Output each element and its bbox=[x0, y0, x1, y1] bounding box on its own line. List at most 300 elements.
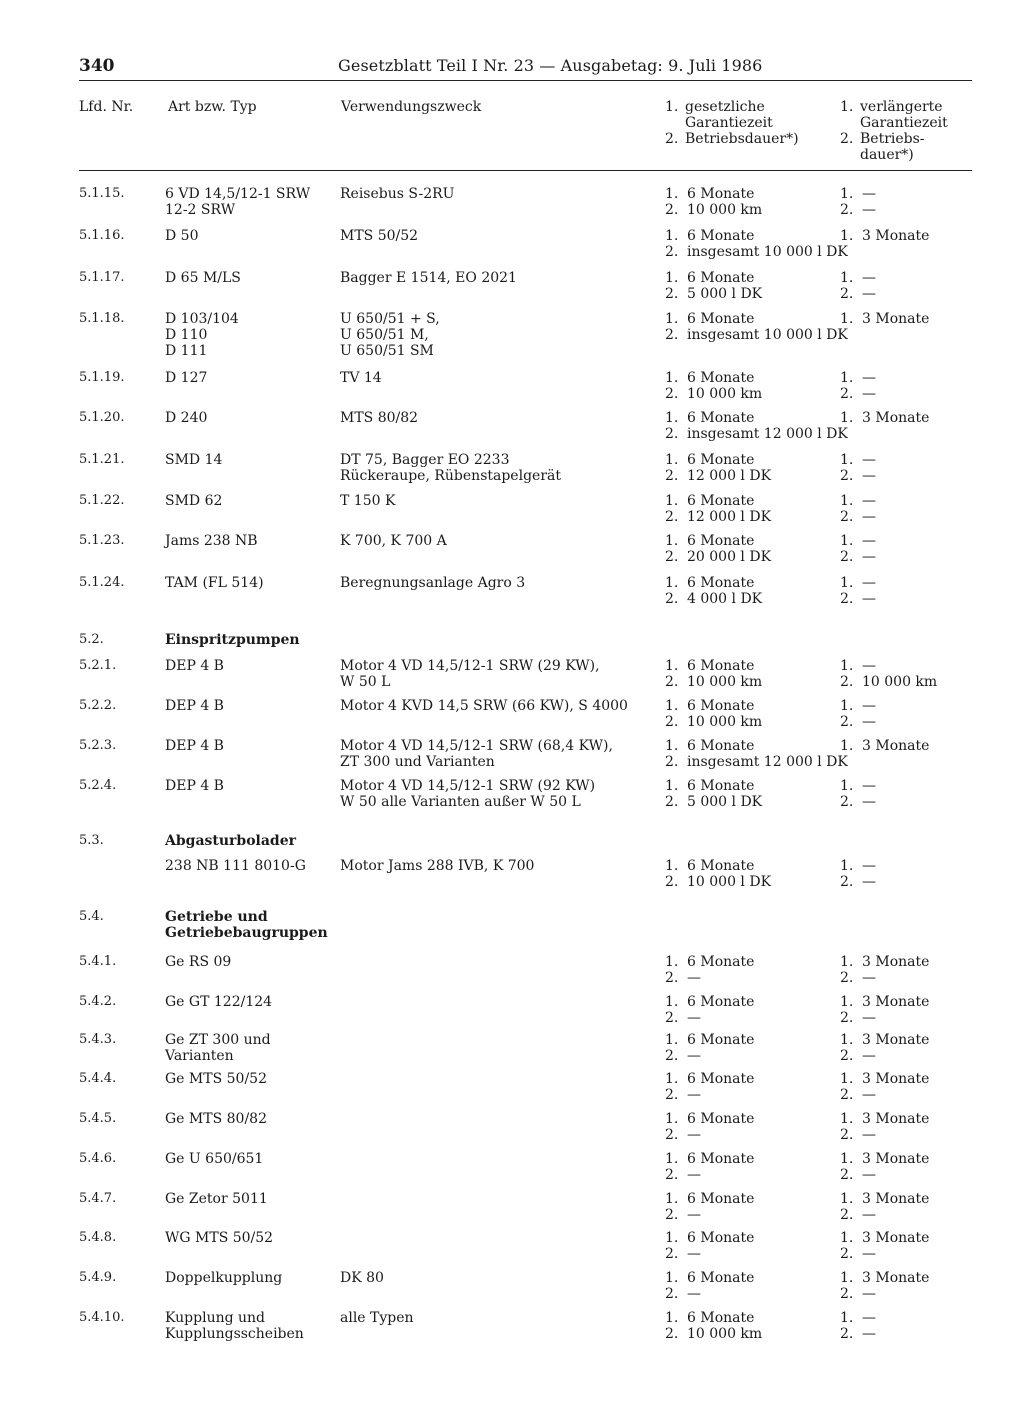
row-number: 5.2.1. bbox=[79, 658, 117, 673]
purpose-line: MTS 80/82 bbox=[340, 410, 419, 426]
statutory-warranty-cell bbox=[665, 533, 771, 565]
item-number: 1. bbox=[840, 1270, 854, 1286]
item-number: 2. bbox=[665, 754, 679, 770]
type-cell bbox=[165, 493, 222, 509]
item-number: 2. bbox=[665, 1207, 679, 1223]
type-cell bbox=[165, 270, 241, 286]
item-number: 2. bbox=[840, 549, 854, 565]
warranty-value: 3 Monate bbox=[862, 994, 930, 1010]
warranty-line bbox=[840, 270, 876, 286]
warranty-value: 6 Monate bbox=[687, 1071, 755, 1087]
warranty-line bbox=[840, 794, 876, 810]
warranty-line bbox=[840, 1111, 929, 1127]
item-number: 1. bbox=[665, 1270, 679, 1286]
statutory-warranty-cell bbox=[665, 410, 848, 442]
statutory-warranty-cell bbox=[665, 228, 848, 260]
warranty-value: 6 Monate bbox=[687, 228, 755, 244]
warranty-line bbox=[840, 468, 876, 484]
type-line: Ge RS 09 bbox=[165, 954, 232, 970]
type-cell bbox=[165, 858, 306, 874]
item-number: 1. bbox=[840, 575, 854, 591]
warranty-value: — bbox=[862, 1207, 876, 1223]
warranty-value: 6 Monate bbox=[687, 186, 755, 202]
warranty-line bbox=[665, 186, 762, 202]
warranty-line bbox=[665, 658, 762, 674]
warranty-line bbox=[665, 754, 848, 770]
column-header-text: Garantiezeit bbox=[685, 115, 773, 131]
type-cell bbox=[165, 533, 258, 549]
statutory-warranty-cell bbox=[665, 1310, 762, 1342]
warranty-value: 5 000 l DK bbox=[687, 794, 763, 810]
item-number: 2. bbox=[665, 426, 679, 442]
extended-warranty-cell bbox=[840, 270, 876, 302]
warranty-line bbox=[840, 410, 929, 426]
warranty-value: — bbox=[687, 1286, 701, 1302]
warranty-line bbox=[665, 1246, 754, 1262]
warranty-value: 5 000 l DK bbox=[687, 286, 763, 302]
warranty-value: 4 000 l DK bbox=[687, 591, 763, 607]
warranty-line bbox=[840, 591, 876, 607]
warranty-value: — bbox=[862, 874, 876, 890]
warranty-value: 6 Monate bbox=[687, 575, 755, 591]
item-number: 1. bbox=[840, 1111, 854, 1127]
column-header-number: 2. bbox=[665, 131, 679, 147]
warranty-value: — bbox=[862, 1326, 876, 1342]
item-number: 2. bbox=[840, 794, 854, 810]
statutory-warranty-cell bbox=[665, 270, 762, 302]
item-number: 1. bbox=[840, 1191, 854, 1207]
warranty-value: 6 Monate bbox=[687, 994, 755, 1010]
warranty-value: 3 Monate bbox=[862, 311, 930, 327]
warranty-value: 10 000 l DK bbox=[687, 874, 772, 890]
warranty-line bbox=[665, 311, 848, 327]
warranty-value: 6 Monate bbox=[687, 954, 755, 970]
item-number: 2. bbox=[665, 714, 679, 730]
row-number: 5.2. bbox=[79, 632, 104, 647]
warranty-value: 3 Monate bbox=[862, 228, 930, 244]
type-cell bbox=[165, 954, 231, 970]
warranty-line bbox=[840, 858, 876, 874]
item-number: 2. bbox=[665, 549, 679, 565]
warranty-value: — bbox=[862, 202, 876, 218]
extended-warranty-cell bbox=[840, 1071, 929, 1103]
warranty-line bbox=[665, 778, 762, 794]
item-number: 2. bbox=[665, 286, 679, 302]
type-line: Ge Zetor 5011 bbox=[165, 1191, 268, 1207]
type-line: DEP 4 B bbox=[165, 738, 224, 754]
item-number: 1. bbox=[665, 1191, 679, 1207]
warranty-line bbox=[665, 794, 762, 810]
warranty-line bbox=[840, 452, 876, 468]
purpose-line: U 650/51 + S, bbox=[340, 311, 440, 327]
table-header-rule bbox=[79, 170, 972, 171]
type-cell bbox=[165, 452, 222, 468]
type-line: Kupplungsscheiben bbox=[165, 1326, 304, 1342]
item-number: 2. bbox=[665, 591, 679, 607]
warranty-value: 3 Monate bbox=[862, 1191, 930, 1207]
item-number: 2. bbox=[840, 468, 854, 484]
item-number: 1. bbox=[840, 311, 854, 327]
warranty-line bbox=[840, 286, 876, 302]
type-line: D 103/104 bbox=[165, 311, 239, 327]
warranty-value: — bbox=[687, 1048, 701, 1064]
statutory-warranty-cell bbox=[665, 994, 754, 1026]
warranty-line bbox=[840, 1230, 929, 1246]
warranty-line bbox=[840, 386, 876, 402]
warranty-value: — bbox=[862, 1127, 876, 1143]
type-line: D 240 bbox=[165, 410, 208, 426]
purpose-line: MTS 50/52 bbox=[340, 228, 419, 244]
statutory-warranty-cell bbox=[665, 698, 762, 730]
warranty-line bbox=[840, 549, 876, 565]
warranty-line bbox=[840, 994, 929, 1010]
row-number: 5.1.19. bbox=[79, 370, 125, 385]
item-number: 2. bbox=[840, 1286, 854, 1302]
item-number: 2. bbox=[665, 386, 679, 402]
warranty-line bbox=[665, 1071, 754, 1087]
item-number: 2. bbox=[840, 1010, 854, 1026]
warranty-line bbox=[665, 954, 754, 970]
item-number: 1. bbox=[665, 186, 679, 202]
warranty-line bbox=[840, 658, 937, 674]
warranty-line bbox=[840, 1010, 929, 1026]
row-number: 5.4.3. bbox=[79, 1032, 117, 1047]
warranty-value: — bbox=[862, 549, 876, 565]
item-number: 1. bbox=[665, 311, 679, 327]
warranty-line bbox=[665, 327, 848, 343]
purpose-line: DK 80 bbox=[340, 1270, 384, 1286]
item-number: 2. bbox=[665, 244, 679, 260]
type-cell bbox=[165, 186, 310, 218]
type-line: 6 VD 14,5/12-1 SRW bbox=[165, 186, 311, 202]
row-number: 5.1.15. bbox=[79, 186, 125, 201]
warranty-value: 6 Monate bbox=[687, 1151, 755, 1167]
type-line: Getriebebaugruppen bbox=[165, 925, 328, 941]
warranty-line bbox=[665, 410, 848, 426]
purpose-cell bbox=[340, 311, 440, 359]
warranty-line bbox=[665, 674, 762, 690]
statutory-warranty-cell bbox=[665, 658, 762, 690]
type-line: Ge ZT 300 und bbox=[165, 1032, 271, 1048]
statutory-warranty-cell bbox=[665, 1111, 754, 1143]
warranty-value: 6 Monate bbox=[687, 452, 755, 468]
warranty-line bbox=[665, 452, 771, 468]
item-number: 2. bbox=[840, 386, 854, 402]
row-number: 5.4.8. bbox=[79, 1230, 117, 1245]
item-number: 1. bbox=[840, 1310, 854, 1326]
warranty-value: 6 Monate bbox=[687, 658, 755, 674]
warranty-line bbox=[665, 994, 754, 1010]
item-number: 2. bbox=[840, 1167, 854, 1183]
warranty-value: — bbox=[862, 1286, 876, 1302]
row-number: 5.3. bbox=[79, 833, 104, 848]
statutory-warranty-cell bbox=[665, 858, 771, 890]
purpose-cell bbox=[340, 738, 613, 770]
type-line: TAM (FL 514) bbox=[165, 575, 264, 591]
warranty-value: insgesamt 10 000 l DK bbox=[687, 244, 848, 260]
item-number: 2. bbox=[665, 1286, 679, 1302]
warranty-value: — bbox=[862, 794, 876, 810]
warranty-line bbox=[840, 202, 876, 218]
warranty-line bbox=[665, 858, 771, 874]
warranty-value: 6 Monate bbox=[687, 1191, 755, 1207]
item-number: 1. bbox=[665, 1071, 679, 1087]
warranty-line bbox=[665, 1048, 754, 1064]
row-number: 5.4.2. bbox=[79, 994, 117, 1009]
purpose-line: U 650/51 M, bbox=[340, 327, 429, 343]
warranty-line bbox=[840, 674, 937, 690]
warranty-value: 3 Monate bbox=[862, 410, 930, 426]
type-line: D 111 bbox=[165, 343, 208, 359]
type-cell bbox=[165, 1310, 304, 1342]
purpose-line: Beregnungsanlage Agro 3 bbox=[340, 575, 526, 591]
warranty-line bbox=[665, 698, 762, 714]
purpose-cell bbox=[340, 1270, 384, 1286]
extended-warranty-cell bbox=[840, 1151, 929, 1183]
warranty-value: 6 Monate bbox=[687, 738, 755, 754]
warranty-line bbox=[665, 714, 762, 730]
item-number: 2. bbox=[840, 509, 854, 525]
type-line: DEP 4 B bbox=[165, 658, 224, 674]
purpose-cell bbox=[340, 493, 395, 509]
item-number: 1. bbox=[665, 575, 679, 591]
warranty-line bbox=[840, 509, 876, 525]
column-header-text: dauer*) bbox=[860, 147, 914, 163]
warranty-value: — bbox=[862, 468, 876, 484]
item-number: 1. bbox=[840, 1230, 854, 1246]
item-number: 2. bbox=[840, 970, 854, 986]
item-number: 1. bbox=[665, 1151, 679, 1167]
type-line: DEP 4 B bbox=[165, 698, 224, 714]
column-header-text: Betriebs- bbox=[860, 131, 925, 147]
warranty-line bbox=[665, 244, 848, 260]
warranty-line bbox=[665, 1191, 754, 1207]
type-cell bbox=[165, 228, 199, 244]
warranty-value: — bbox=[862, 658, 876, 674]
warranty-value: 6 Monate bbox=[687, 270, 755, 286]
item-number: 1. bbox=[665, 698, 679, 714]
extended-warranty-cell bbox=[840, 410, 929, 426]
type-cell bbox=[165, 1270, 282, 1286]
item-number: 1. bbox=[840, 270, 854, 286]
warranty-line bbox=[665, 1111, 754, 1127]
purpose-line: DT 75, Bagger EO 2233 bbox=[340, 452, 510, 468]
warranty-line bbox=[665, 549, 771, 565]
item-number: 2. bbox=[665, 970, 679, 986]
purpose-line: W 50 L bbox=[340, 674, 391, 690]
warranty-value: 3 Monate bbox=[862, 1270, 930, 1286]
warranty-value: — bbox=[687, 1246, 701, 1262]
item-number: 2. bbox=[840, 1326, 854, 1342]
statutory-warranty-cell bbox=[665, 1230, 754, 1262]
column-header-number: 2. bbox=[840, 131, 854, 147]
column-header-number: 1. bbox=[840, 99, 854, 115]
warranty-value: — bbox=[862, 493, 876, 509]
item-number: 2. bbox=[840, 1127, 854, 1143]
warranty-line bbox=[665, 1286, 754, 1302]
column-header-gesetzlich bbox=[665, 99, 799, 147]
item-number: 1. bbox=[840, 410, 854, 426]
warranty-value: — bbox=[862, 698, 876, 714]
item-number: 2. bbox=[665, 509, 679, 525]
item-number: 1. bbox=[840, 186, 854, 202]
warranty-line bbox=[840, 698, 876, 714]
item-number: 1. bbox=[840, 1071, 854, 1087]
purpose-cell bbox=[340, 1310, 414, 1326]
extended-warranty-cell bbox=[840, 1191, 929, 1223]
type-line: Varianten bbox=[165, 1048, 234, 1064]
purpose-cell bbox=[340, 858, 534, 874]
row-number: 5.1.16. bbox=[79, 228, 125, 243]
warranty-line bbox=[840, 1167, 929, 1183]
warranty-line bbox=[665, 1207, 754, 1223]
warranty-value: — bbox=[862, 186, 876, 202]
item-number: 1. bbox=[840, 533, 854, 549]
warranty-line bbox=[665, 874, 771, 890]
warranty-value: — bbox=[687, 970, 701, 986]
warranty-value: — bbox=[862, 714, 876, 730]
warranty-value: — bbox=[862, 1048, 876, 1064]
type-cell bbox=[165, 658, 224, 674]
type-line: Einspritzpumpen bbox=[165, 632, 300, 648]
warranty-value: 6 Monate bbox=[687, 1230, 755, 1246]
warranty-value: — bbox=[862, 1167, 876, 1183]
warranty-value: — bbox=[862, 509, 876, 525]
warranty-value: — bbox=[862, 452, 876, 468]
warranty-value: — bbox=[687, 1087, 701, 1103]
item-number: 2. bbox=[665, 1010, 679, 1026]
type-line: SMD 62 bbox=[165, 493, 223, 509]
warranty-line bbox=[840, 575, 876, 591]
purpose-line: Motor 4 KVD 14,5 SRW (66 KW), S 4000 bbox=[340, 698, 628, 714]
row-number: 5.4.10. bbox=[79, 1310, 125, 1325]
type-cell bbox=[165, 1032, 271, 1064]
type-line: 12-2 SRW bbox=[165, 202, 236, 218]
warranty-line bbox=[665, 1310, 762, 1326]
purpose-line: U 650/51 SM bbox=[340, 343, 434, 359]
extended-warranty-cell bbox=[840, 228, 929, 244]
row-number: 5.1.18. bbox=[79, 311, 125, 326]
column-header-verlaengert bbox=[840, 99, 948, 163]
warranty-line bbox=[665, 370, 762, 386]
warranty-line bbox=[840, 1286, 929, 1302]
item-number: 1. bbox=[840, 994, 854, 1010]
type-cell bbox=[165, 738, 224, 754]
type-line: SMD 14 bbox=[165, 452, 223, 468]
warranty-value: 12 000 l DK bbox=[687, 468, 772, 484]
type-cell bbox=[165, 410, 207, 426]
page-number: 340 bbox=[79, 56, 115, 76]
warranty-line bbox=[840, 714, 876, 730]
warranty-value: 10 000 km bbox=[862, 674, 938, 690]
item-number: 1. bbox=[840, 738, 854, 754]
warranty-line bbox=[840, 370, 876, 386]
warranty-line bbox=[665, 1270, 754, 1286]
item-number: 1. bbox=[665, 1230, 679, 1246]
item-number: 1. bbox=[665, 1032, 679, 1048]
purpose-cell bbox=[340, 452, 561, 484]
type-line: Ge MTS 80/82 bbox=[165, 1111, 267, 1127]
item-number: 1. bbox=[840, 658, 854, 674]
warranty-line bbox=[840, 1151, 929, 1167]
purpose-line: Bagger E 1514, EO 2021 bbox=[340, 270, 517, 286]
purpose-line: Reisebus S-2RU bbox=[340, 186, 455, 202]
extended-warranty-cell bbox=[840, 1230, 929, 1262]
warranty-value: 3 Monate bbox=[862, 1032, 930, 1048]
type-line: WG MTS 50/52 bbox=[165, 1230, 274, 1246]
type-cell bbox=[165, 370, 207, 386]
item-number: 1. bbox=[840, 778, 854, 794]
warranty-line bbox=[665, 426, 848, 442]
warranty-value: — bbox=[862, 970, 876, 986]
item-number: 2. bbox=[665, 202, 679, 218]
warranty-value: — bbox=[687, 1167, 701, 1183]
warranty-line bbox=[665, 970, 754, 986]
item-number: 1. bbox=[665, 858, 679, 874]
extended-warranty-cell bbox=[840, 1270, 929, 1302]
warranty-value: 6 Monate bbox=[687, 493, 755, 509]
warranty-value: — bbox=[862, 1310, 876, 1326]
extended-warranty-cell bbox=[840, 533, 876, 565]
item-number: 1. bbox=[840, 493, 854, 509]
warranty-line bbox=[665, 1230, 754, 1246]
purpose-line: Rückeraupe, Rübenstapelgerät bbox=[340, 468, 561, 484]
warranty-value: 10 000 km bbox=[687, 386, 763, 402]
running-title: Gesetzblatt Teil I Nr. 23 — Ausgabetag: 9. Juli 1986 bbox=[338, 56, 763, 75]
item-number: 1. bbox=[840, 954, 854, 970]
purpose-cell bbox=[340, 186, 454, 202]
warranty-value: — bbox=[862, 1246, 876, 1262]
warranty-value: — bbox=[862, 1087, 876, 1103]
extended-warranty-cell bbox=[840, 311, 929, 327]
column-header-text: Betriebsdauer*) bbox=[685, 131, 799, 147]
item-number: 1. bbox=[665, 994, 679, 1010]
item-number: 1. bbox=[665, 270, 679, 286]
column-header-text: gesetzliche bbox=[685, 99, 765, 115]
type-cell bbox=[165, 1230, 273, 1246]
row-number: 5.2.2. bbox=[79, 698, 117, 713]
type-line: DEP 4 B bbox=[165, 778, 224, 794]
warranty-line bbox=[840, 186, 876, 202]
warranty-value: 3 Monate bbox=[862, 1230, 930, 1246]
purpose-line: K 700, K 700 A bbox=[340, 533, 447, 549]
warranty-line bbox=[840, 778, 876, 794]
row-number: 5.4. bbox=[79, 909, 104, 924]
warranty-line bbox=[840, 738, 929, 754]
row-number: 5.4.4. bbox=[79, 1071, 117, 1086]
purpose-line: W 50 alle Varianten außer W 50 L bbox=[340, 794, 581, 810]
item-number: 1. bbox=[665, 533, 679, 549]
item-number: 2. bbox=[840, 1246, 854, 1262]
warranty-value: — bbox=[862, 1010, 876, 1026]
warranty-line bbox=[840, 970, 929, 986]
item-number: 2. bbox=[665, 794, 679, 810]
type-cell bbox=[165, 1111, 267, 1127]
warranty-value: 10 000 km bbox=[687, 714, 763, 730]
item-number: 2. bbox=[840, 202, 854, 218]
type-line: D 50 bbox=[165, 228, 199, 244]
item-number: 2. bbox=[665, 1326, 679, 1342]
extended-warranty-cell bbox=[840, 698, 876, 730]
item-number: 2. bbox=[665, 1127, 679, 1143]
row-number: 5.4.7. bbox=[79, 1191, 117, 1206]
statutory-warranty-cell bbox=[665, 1151, 754, 1183]
section-title bbox=[165, 909, 328, 941]
row-number: 5.2.3. bbox=[79, 738, 117, 753]
warranty-value: insgesamt 12 000 l DK bbox=[687, 754, 848, 770]
warranty-line bbox=[665, 1010, 754, 1026]
extended-warranty-cell bbox=[840, 452, 876, 484]
